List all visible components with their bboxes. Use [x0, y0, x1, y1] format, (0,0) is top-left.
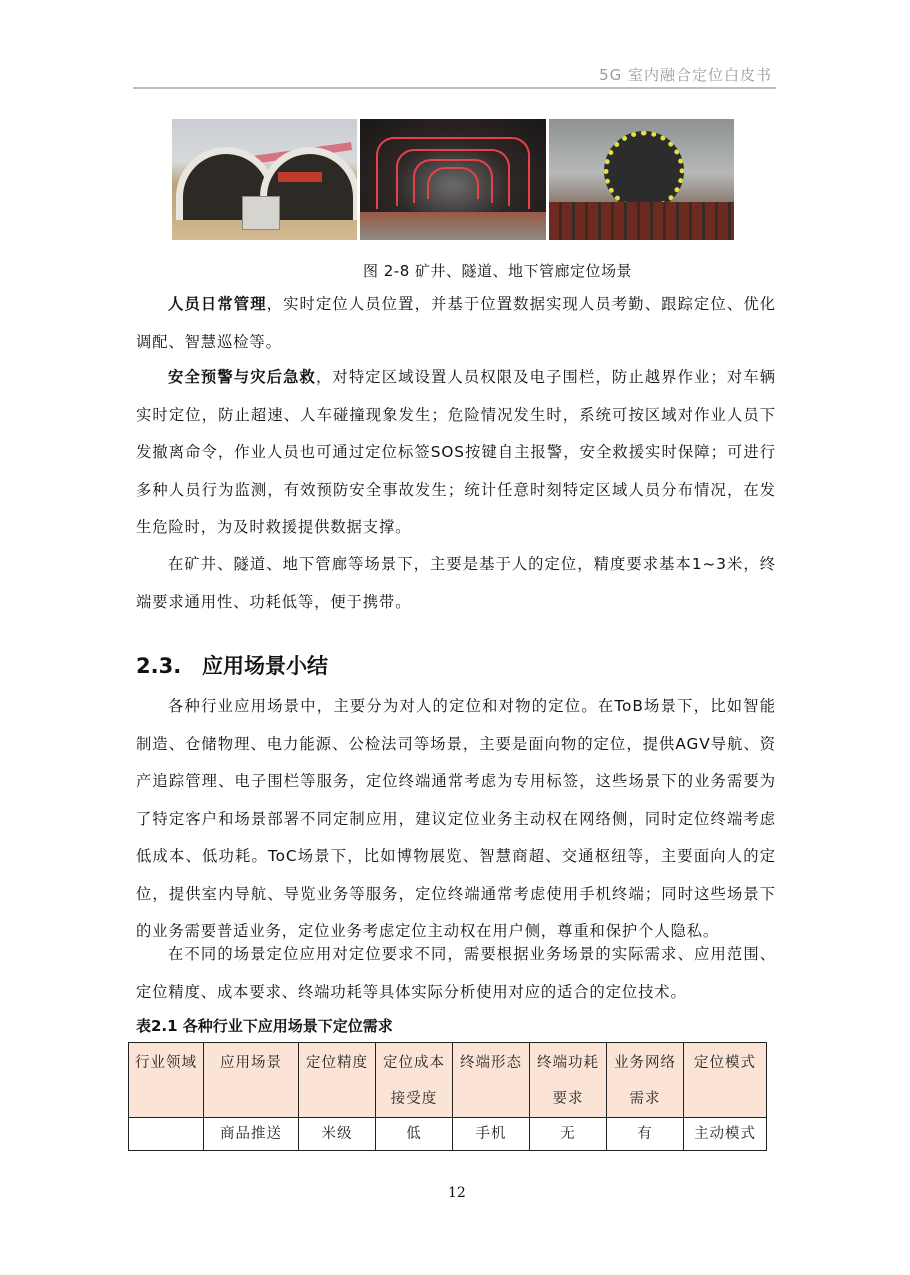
utility-tunnel-photo [549, 119, 734, 240]
figure-caption: 图 2-8 矿井、隧道、地下管廊定位场景 [363, 262, 633, 280]
table-cell: 低 [376, 1118, 453, 1151]
paragraph-safety-warning [136, 359, 776, 547]
tunnel-floor [360, 212, 545, 240]
table-header-cell: 终端形态 [453, 1043, 530, 1118]
guard-booth [242, 196, 280, 230]
table-cell: 无 [530, 1118, 607, 1151]
table-header-cell: 行业领域 [129, 1043, 204, 1118]
table-row [129, 1118, 767, 1151]
table-header-cell: 终端功耗要求 [530, 1043, 607, 1118]
paragraph-text: ，对特定区域设置人员权限及电子围栏，防止越界作业；对车辆实时定位，防止超速、人车碰撞现象发生；危险情况发生时，系统可按区域对作业人员下发撤离命令，作业人员也可通过定位标签SOS按键自主报警，安全救援实时保障；可进行多种人员行为监测，有效预防安全事故发生；统计任意时刻特定区域人员分布情况，在发生危险时，为及时救援提供数据支撑。 [136, 368, 776, 536]
rail-track [549, 202, 734, 240]
positioning-requirements-table [128, 1042, 767, 1151]
paragraph-lead-bold: 安全预警与灾后急救 [168, 368, 316, 386]
table-cell: 主动模式 [684, 1118, 767, 1151]
table-header-row [129, 1043, 767, 1118]
table-title: 表2.1 各种行业下应用场景下定位需求 [136, 1017, 393, 1035]
paragraph-scenario-overview: 各种行业应用场景中，主要分为对人的定位和对物的定位。在ToB场景下，比如智能制造、仓储物理、电力能源、公检法司等场景，主要是面向物的定位，提供AGV导航、资产追踪管理、电子围栏等服务，定位终端通常考虑为专用标签，这些场景下的业务需要为了特定客户和场景部署不同定制应用，建议定位业务主动权在网络侧，同时定位终端考虑低成本、低功耗。ToC场景下，比如博物展览、智慧商超、交通枢纽等，主要面向人的定位，提供室内导航、导览业务等服务，定位终端通常考虑使用手机终端；同时这些场景下的业务需要普适业务，定位业务考虑定位主动权在用户侧，尊重和保护个人隐私。 [136, 697, 776, 940]
section-number: 2.3. [136, 654, 182, 678]
running-header-title: 5G 室内融合定位白皮书 [599, 66, 772, 84]
section-title: 应用场景小结 [202, 654, 328, 678]
table-header-cell: 定位模式 [684, 1043, 767, 1118]
table-cell: 米级 [299, 1118, 376, 1151]
section-heading [136, 650, 328, 680]
table-cell: 手机 [453, 1118, 530, 1151]
page-number: 12 [448, 1185, 466, 1201]
tunnel-entrance-photo [172, 119, 357, 240]
header-divider [133, 87, 776, 89]
banner-sign [278, 172, 322, 182]
table-cell: 有 [607, 1118, 684, 1151]
table-header-cell: 定位精度 [299, 1043, 376, 1118]
table-cell: 商品推送 [204, 1118, 299, 1151]
table-cell [129, 1118, 204, 1151]
figure-images [172, 119, 734, 240]
table-header-cell: 业务网络需求 [607, 1043, 684, 1118]
paragraph-mine-tunnel-summary: 在矿井、隧道、地下管廊等场景下，主要是基于人的定位，精度要求基本1~3米，终端要求通用性、功耗低等，便于携带。 [136, 555, 776, 611]
tunnel-boring-machine [604, 131, 684, 211]
tunnel-interior-photo [360, 119, 545, 240]
table-header-cell: 应用场景 [204, 1043, 299, 1118]
red-light-frame [427, 167, 479, 199]
paragraph-lead-bold: 人员日常管理 [168, 295, 267, 313]
paragraph-positioning-requirements: 在不同的场景定位应用对定位要求不同，需要根据业务场景的实际需求、应用范围、定位精度、成本要求、终端功耗等具体实际分析使用对应的适合的定位技术。 [136, 945, 776, 1001]
table-header-cell: 定位成本接受度 [376, 1043, 453, 1118]
paragraph-daily-management [136, 286, 776, 361]
paragraph-text: ，实时定位人员位置，并基于位置数据实现人员考勤、跟踪定位、优化调配、智慧巡检等。 [136, 295, 776, 351]
